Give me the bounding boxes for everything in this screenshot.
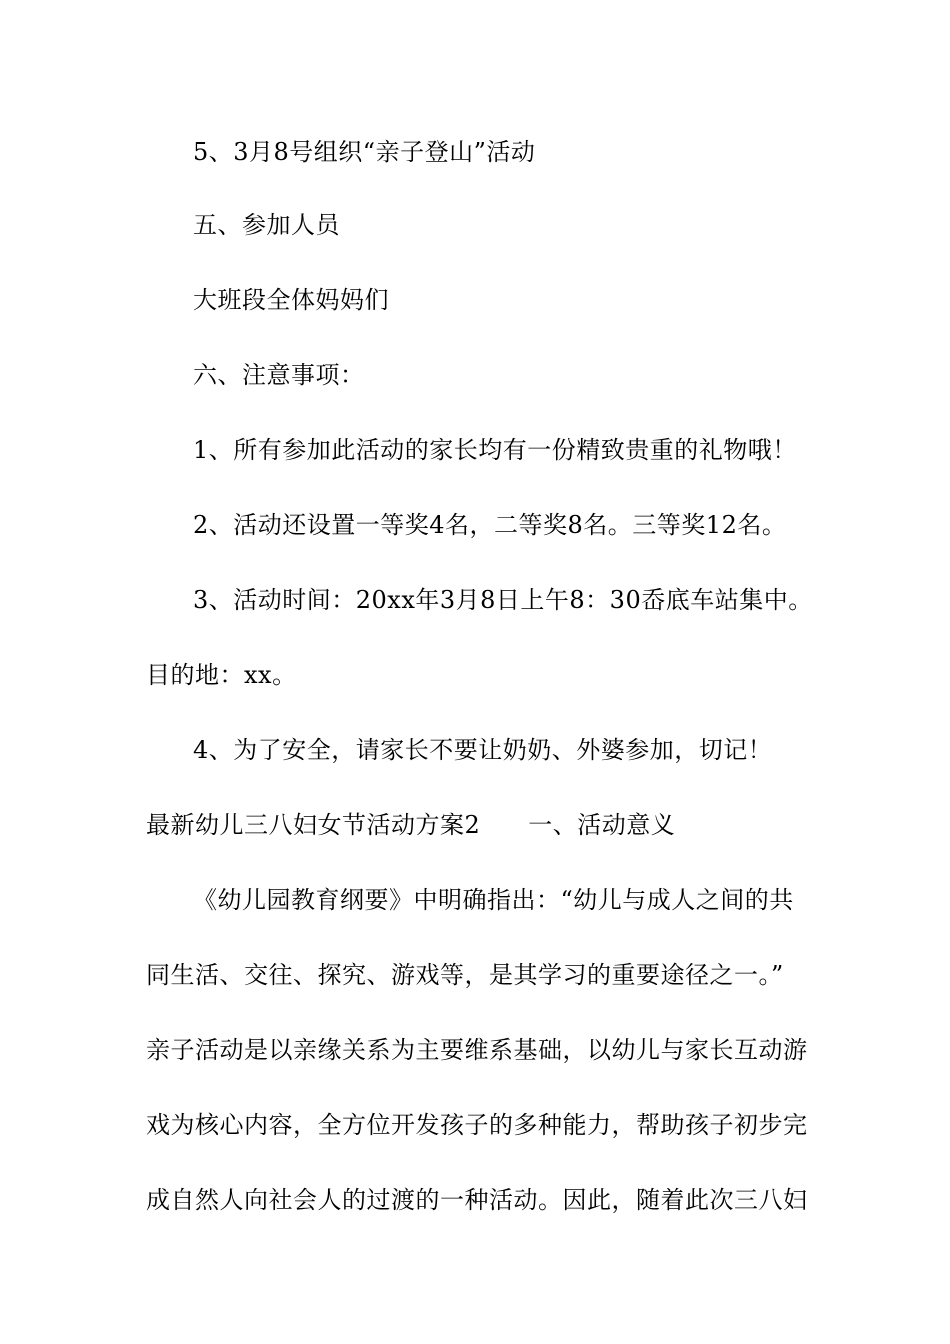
- section-heading-notes: 六、注意事项：: [193, 361, 365, 389]
- participants-text: 大班段全体妈妈们: [193, 286, 389, 314]
- body-paragraph-line-2: 同生活、交往、探究、游戏等，是其学习的重要途径之一。”: [146, 961, 784, 989]
- note-item-2: 2、活动还设置一等奖4名，二等奖8名。三等奖12名。: [193, 511, 787, 539]
- body-paragraph-line-5: 成自然人向社会人的过渡的一种活动。因此，随着此次三八妇: [146, 1186, 808, 1214]
- section-title-row: [146, 810, 675, 840]
- plan-title: 最新幼儿三八妇女节活动方案2: [146, 811, 481, 839]
- body-paragraph-line-1: 《幼儿园教育纲要》中明确指出：“幼儿与成人之间的共: [193, 886, 794, 914]
- section-heading-participants: 五、参加人员: [193, 211, 340, 239]
- body-paragraph-line-3: 亲子活动是以亲缘关系为主要维系基础，以幼儿与家长互动游: [146, 1036, 808, 1064]
- plan-subtitle: 一、活动意义: [528, 811, 676, 839]
- note-item-3-continued: 目的地：xx。: [146, 661, 297, 689]
- note-item-1: 1、所有参加此活动的家长均有一份精致贵重的礼物哦！: [193, 436, 797, 464]
- note-item-4: 4、为了安全，请家长不要让奶奶、外婆参加，切记！: [193, 736, 773, 764]
- note-item-3: 3、活动时间：20xx年3月8日上午8：30岙底车站集中。: [193, 586, 813, 614]
- body-paragraph-line-4: 戏为核心内容，全方位开发孩子的多种能力，帮助孩子初步完: [146, 1111, 808, 1139]
- activity-item-5: 5、3月8号组织“亲子登山”活动: [193, 138, 536, 166]
